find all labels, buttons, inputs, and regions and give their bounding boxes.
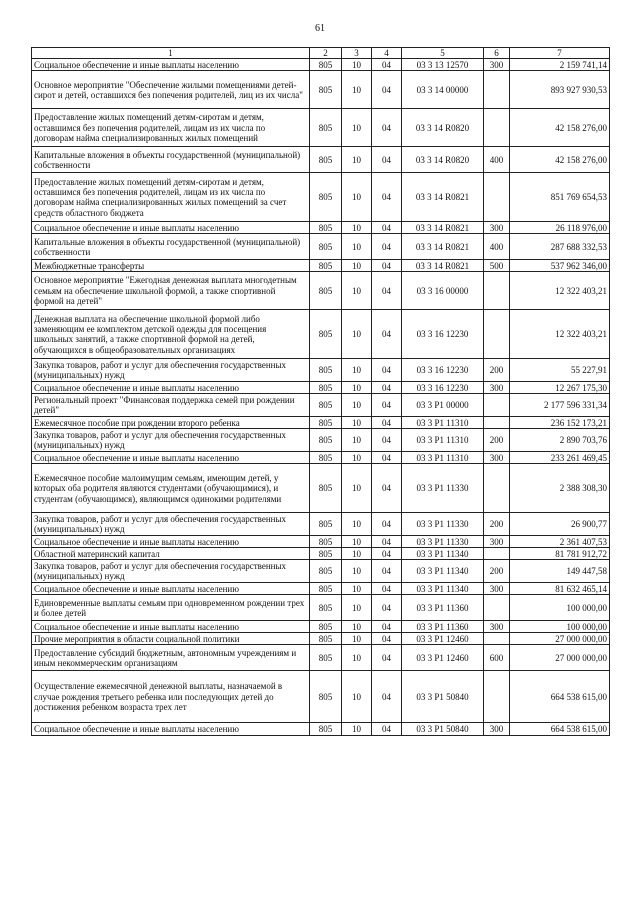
amount-cell: 100 000,00: [510, 621, 610, 633]
code-subsection-cell: 04: [372, 536, 402, 548]
amount-cell: 149 447,58: [510, 560, 610, 583]
code-subsection-cell: 04: [372, 359, 402, 382]
table-row: [32, 147, 610, 173]
table-row: [32, 359, 610, 382]
row-name-cell: Основное мероприятие "Ежегодная денежная выплата многодетным семьям на обеспечение школьной формой, а также спортивной формой на детей": [32, 272, 310, 310]
code-admin-cell: 805: [310, 417, 342, 429]
code-section-cell: 10: [342, 59, 372, 71]
code-section-cell: 10: [342, 109, 372, 147]
code-section-cell: 10: [342, 513, 372, 536]
code-expense-type-cell: 200: [484, 359, 510, 382]
amount-cell: 893 927 930,53: [510, 71, 610, 109]
code-expense-type-cell: 200: [484, 560, 510, 583]
table-row: [32, 310, 610, 359]
row-name-cell: Социальное обеспечение и иные выплаты населению: [32, 536, 310, 548]
column-header: 3: [342, 48, 372, 59]
row-name-cell: Межбюджетные трансферты: [32, 260, 310, 272]
code-admin-cell: 805: [310, 234, 342, 260]
code-section-cell: 10: [342, 394, 372, 417]
row-name-cell: Ежемесячное пособие при рождении второго ребенка: [32, 417, 310, 429]
code-section-cell: 10: [342, 560, 372, 583]
code-expense-type-cell: [484, 548, 510, 560]
code-section-cell: 10: [342, 310, 372, 359]
row-name-cell: Предоставление жилых помещений детям-сиротам и детям, оставшимся без попечения родителей, лицам из их числа по договорам найма специализированных жилых помещений за счет средств областного бюджета: [32, 173, 310, 222]
code-admin-cell: 805: [310, 645, 342, 671]
table-row: [32, 272, 610, 310]
table-row: [32, 513, 610, 536]
amount-cell: 2 361 407,53: [510, 536, 610, 548]
row-name-cell: Закупка товаров, работ и услуг для обеспечения государственных (муниципальных) нужд: [32, 560, 310, 583]
code-subsection-cell: 04: [372, 109, 402, 147]
amount-cell: 233 261 469,45: [510, 452, 610, 464]
code-target-cell: 03 3 P1 11330: [402, 464, 484, 513]
code-admin-cell: 805: [310, 513, 342, 536]
code-expense-type-cell: [484, 310, 510, 359]
code-target-cell: 03 3 P1 11360: [402, 595, 484, 621]
code-expense-type-cell: 300: [484, 222, 510, 234]
table-row: [32, 464, 610, 513]
amount-cell: 664 538 615,00: [510, 723, 610, 736]
code-expense-type-cell: [484, 417, 510, 429]
code-admin-cell: 805: [310, 382, 342, 394]
code-admin-cell: 805: [310, 595, 342, 621]
table-row: [32, 536, 610, 548]
code-admin-cell: 805: [310, 548, 342, 560]
code-subsection-cell: 04: [372, 272, 402, 310]
code-target-cell: 03 3 P1 12460: [402, 645, 484, 671]
code-subsection-cell: 04: [372, 310, 402, 359]
code-admin-cell: 805: [310, 621, 342, 633]
code-admin-cell: 805: [310, 394, 342, 417]
column-header: 6: [484, 48, 510, 59]
code-section-cell: 10: [342, 382, 372, 394]
code-expense-type-cell: 300: [484, 59, 510, 71]
row-name-cell: Осуществление ежемесячной денежной выплаты, назначаемой в случае рождения третьего ребенка или последующих детей до достижения ребенком возраста трех лет: [32, 671, 310, 723]
code-admin-cell: 805: [310, 272, 342, 310]
row-name-cell: Социальное обеспечение и иные выплаты населению: [32, 621, 310, 633]
code-section-cell: 10: [342, 595, 372, 621]
row-name-cell: Социальное обеспечение и иные выплаты населению: [32, 583, 310, 595]
code-admin-cell: 805: [310, 452, 342, 464]
code-target-cell: 03 3 16 00000: [402, 272, 484, 310]
code-expense-type-cell: [484, 595, 510, 621]
code-section-cell: 10: [342, 272, 372, 310]
code-subsection-cell: 04: [372, 671, 402, 723]
code-expense-type-cell: 300: [484, 536, 510, 548]
column-header: 7: [510, 48, 610, 59]
code-admin-cell: 805: [310, 147, 342, 173]
code-subsection-cell: 04: [372, 417, 402, 429]
code-section-cell: 10: [342, 234, 372, 260]
amount-cell: 2 388 308,30: [510, 464, 610, 513]
code-section-cell: 10: [342, 429, 372, 452]
code-target-cell: 03 3 13 12570: [402, 59, 484, 71]
table-row: [32, 621, 610, 633]
code-admin-cell: 805: [310, 536, 342, 548]
row-name-cell: Ежемесячное пособие малоимущим семьям, имеющим детей, у которых оба родителя являются студентами (обучающимися), и студентам (обучающимся), являющимся одинокими родителями: [32, 464, 310, 513]
table-row: [32, 234, 610, 260]
row-name-cell: Единовременные выплаты семьям при одновременном рождении трех и более детей: [32, 595, 310, 621]
row-name-cell: Социальное обеспечение и иные выплаты населению: [32, 382, 310, 394]
code-subsection-cell: 04: [372, 645, 402, 671]
code-expense-type-cell: 300: [484, 723, 510, 736]
code-expense-type-cell: [484, 109, 510, 147]
row-name-cell: Прочие мероприятия в области социальной политики: [32, 633, 310, 645]
amount-cell: 12 267 175,30: [510, 382, 610, 394]
table-row: [32, 417, 610, 429]
code-expense-type-cell: [484, 71, 510, 109]
code-expense-type-cell: 300: [484, 452, 510, 464]
code-target-cell: 03 3 P1 11310: [402, 452, 484, 464]
code-subsection-cell: 04: [372, 513, 402, 536]
code-admin-cell: 805: [310, 59, 342, 71]
code-subsection-cell: 04: [372, 260, 402, 272]
code-section-cell: 10: [342, 548, 372, 560]
code-expense-type-cell: 400: [484, 234, 510, 260]
code-section-cell: 10: [342, 359, 372, 382]
amount-cell: 100 000,00: [510, 595, 610, 621]
row-name-cell: Областной материнский капитал: [32, 548, 310, 560]
code-subsection-cell: 04: [372, 173, 402, 222]
code-section-cell: 10: [342, 147, 372, 173]
code-expense-type-cell: 300: [484, 621, 510, 633]
table-row: [32, 645, 610, 671]
code-target-cell: 03 3 14 R0820: [402, 109, 484, 147]
budget-table: [31, 47, 610, 736]
code-admin-cell: 805: [310, 359, 342, 382]
column-header: 1: [32, 48, 310, 59]
table-row: [32, 222, 610, 234]
code-target-cell: 03 3 14 R0821: [402, 222, 484, 234]
code-subsection-cell: 04: [372, 560, 402, 583]
code-admin-cell: 805: [310, 173, 342, 222]
code-expense-type-cell: [484, 272, 510, 310]
amount-cell: 81 632 465,14: [510, 583, 610, 595]
row-name-cell: Капитальные вложения в объекты государственной (муниципальной) собственности: [32, 234, 310, 260]
code-target-cell: 03 3 P1 12460: [402, 633, 484, 645]
header-row: [32, 48, 610, 59]
code-section-cell: 10: [342, 260, 372, 272]
code-subsection-cell: 04: [372, 595, 402, 621]
amount-cell: 851 769 654,53: [510, 173, 610, 222]
code-target-cell: 03 3 P1 11330: [402, 513, 484, 536]
table-row: [32, 109, 610, 147]
code-admin-cell: 805: [310, 429, 342, 452]
table-row: [32, 671, 610, 723]
table-row: [32, 560, 610, 583]
table-row: [32, 173, 610, 222]
code-target-cell: 03 3 P1 11340: [402, 548, 484, 560]
table-row: [32, 59, 610, 71]
code-section-cell: 10: [342, 173, 372, 222]
code-expense-type-cell: 200: [484, 513, 510, 536]
code-subsection-cell: 04: [372, 429, 402, 452]
code-subsection-cell: 04: [372, 621, 402, 633]
code-target-cell: 03 3 14 R0821: [402, 260, 484, 272]
code-target-cell: 03 3 P1 50840: [402, 671, 484, 723]
code-admin-cell: 805: [310, 723, 342, 736]
code-target-cell: 03 3 P1 11330: [402, 536, 484, 548]
table-row: [32, 723, 610, 736]
code-expense-type-cell: [484, 394, 510, 417]
code-admin-cell: 805: [310, 560, 342, 583]
amount-cell: 12 322 403,21: [510, 310, 610, 359]
code-section-cell: 10: [342, 536, 372, 548]
code-subsection-cell: 04: [372, 147, 402, 173]
code-expense-type-cell: 500: [484, 260, 510, 272]
code-subsection-cell: 04: [372, 59, 402, 71]
amount-cell: 27 000 000,00: [510, 645, 610, 671]
amount-cell: 2 890 703,76: [510, 429, 610, 452]
code-target-cell: 03 3 14 R0820: [402, 147, 484, 173]
code-target-cell: 03 3 P1 11340: [402, 560, 484, 583]
amount-cell: 42 158 276,00: [510, 147, 610, 173]
code-target-cell: 03 3 P1 00000: [402, 394, 484, 417]
code-subsection-cell: 04: [372, 71, 402, 109]
code-target-cell: 03 3 16 12230: [402, 359, 484, 382]
code-admin-cell: 805: [310, 260, 342, 272]
code-admin-cell: 805: [310, 109, 342, 147]
amount-cell: 537 962 346,00: [510, 260, 610, 272]
row-name-cell: Закупка товаров, работ и услуг для обеспечения государственных (муниципальных) нужд: [32, 359, 310, 382]
table-row: [32, 583, 610, 595]
amount-cell: 2 177 596 331,34: [510, 394, 610, 417]
code-target-cell: 03 3 P1 50840: [402, 723, 484, 736]
amount-cell: 81 781 912,72: [510, 548, 610, 560]
code-section-cell: 10: [342, 671, 372, 723]
code-expense-type-cell: [484, 464, 510, 513]
amount-cell: 42 158 276,00: [510, 109, 610, 147]
code-section-cell: 10: [342, 417, 372, 429]
amount-cell: 664 538 615,00: [510, 671, 610, 723]
table-row: [32, 260, 610, 272]
code-admin-cell: 805: [310, 310, 342, 359]
code-subsection-cell: 04: [372, 222, 402, 234]
code-subsection-cell: 04: [372, 723, 402, 736]
code-admin-cell: 805: [310, 671, 342, 723]
row-name-cell: Капитальные вложения в объекты государственной (муниципальной) собственности: [32, 147, 310, 173]
amount-cell: 12 322 403,21: [510, 272, 610, 310]
code-section-cell: 10: [342, 222, 372, 234]
column-header: 5: [402, 48, 484, 59]
code-expense-type-cell: 600: [484, 645, 510, 671]
code-subsection-cell: 04: [372, 394, 402, 417]
code-expense-type-cell: [484, 173, 510, 222]
code-admin-cell: 805: [310, 583, 342, 595]
amount-cell: 55 227,91: [510, 359, 610, 382]
table-row: [32, 394, 610, 417]
row-name-cell: Региональный проект "Финансовая поддержка семей при рождении детей": [32, 394, 310, 417]
row-name-cell: Предоставление жилых помещений детям-сиротам и детям, оставшимся без попечения родителей, лицам из их числа по договорам найма специализированных жилых помещений: [32, 109, 310, 147]
code-section-cell: 10: [342, 464, 372, 513]
code-subsection-cell: 04: [372, 234, 402, 260]
code-subsection-cell: 04: [372, 548, 402, 560]
code-expense-type-cell: [484, 671, 510, 723]
column-header: 2: [310, 48, 342, 59]
code-expense-type-cell: 200: [484, 429, 510, 452]
code-target-cell: 03 3 P1 11310: [402, 429, 484, 452]
amount-cell: 2 159 741,14: [510, 59, 610, 71]
code-expense-type-cell: 300: [484, 382, 510, 394]
row-name-cell: Социальное обеспечение и иные выплаты населению: [32, 452, 310, 464]
row-name-cell: Социальное обеспечение и иные выплаты населению: [32, 222, 310, 234]
code-subsection-cell: 04: [372, 633, 402, 645]
column-header: 4: [372, 48, 402, 59]
code-subsection-cell: 04: [372, 464, 402, 513]
code-expense-type-cell: 300: [484, 583, 510, 595]
code-target-cell: 03 3 P1 11340: [402, 583, 484, 595]
code-target-cell: 03 3 16 12230: [402, 310, 484, 359]
code-admin-cell: 805: [310, 633, 342, 645]
row-name-cell: Социальное обеспечение и иные выплаты населению: [32, 723, 310, 736]
row-name-cell: Закупка товаров, работ и услуг для обеспечения государственных (муниципальных) нужд: [32, 513, 310, 536]
table-row: [32, 429, 610, 452]
code-target-cell: 03 3 14 R0821: [402, 173, 484, 222]
code-admin-cell: 805: [310, 222, 342, 234]
amount-cell: 287 688 332,53: [510, 234, 610, 260]
amount-cell: 27 000 000,00: [510, 633, 610, 645]
code-section-cell: 10: [342, 723, 372, 736]
table-row: [32, 548, 610, 560]
code-target-cell: 03 3 P1 11360: [402, 621, 484, 633]
code-target-cell: 03 3 14 00000: [402, 71, 484, 109]
table-row: [32, 452, 610, 464]
code-section-cell: 10: [342, 452, 372, 464]
code-subsection-cell: 04: [372, 452, 402, 464]
code-section-cell: 10: [342, 621, 372, 633]
code-target-cell: 03 3 P1 11310: [402, 417, 484, 429]
table-row: [32, 633, 610, 645]
table-row: [32, 595, 610, 621]
row-name-cell: Основное мероприятие "Обеспечение жилыми помещениями детей-сирот и детей, оставшихся без попечения родителей, лиц из их числа": [32, 71, 310, 109]
code-expense-type-cell: [484, 633, 510, 645]
row-name-cell: Предоставление субсидий бюджетным, автономным учреждениям и иным некоммерческим организациям: [32, 645, 310, 671]
code-target-cell: 03 3 16 12230: [402, 382, 484, 394]
amount-cell: 26 118 976,00: [510, 222, 610, 234]
code-expense-type-cell: 400: [484, 147, 510, 173]
code-admin-cell: 805: [310, 71, 342, 109]
amount-cell: 26 900,77: [510, 513, 610, 536]
row-name-cell: Денежная выплата на обеспечение школьной формой либо заменяющим ее комплектом детской одежды для посещения школьных занятий, а также спортивной формой на детей, обучающихся в общеобразовательных организациях: [32, 310, 310, 359]
code-target-cell: 03 3 14 R0821: [402, 234, 484, 260]
row-name-cell: Социальное обеспечение и иные выплаты населению: [32, 59, 310, 71]
code-section-cell: 10: [342, 645, 372, 671]
page-number: 61: [315, 23, 325, 34]
code-subsection-cell: 04: [372, 382, 402, 394]
code-section-cell: 10: [342, 583, 372, 595]
code-admin-cell: 805: [310, 464, 342, 513]
row-name-cell: Закупка товаров, работ и услуг для обеспечения государственных (муниципальных) нужд: [32, 429, 310, 452]
table-row: [32, 71, 610, 109]
table-row: [32, 382, 610, 394]
code-section-cell: 10: [342, 633, 372, 645]
amount-cell: 236 152 173,21: [510, 417, 610, 429]
code-subsection-cell: 04: [372, 583, 402, 595]
code-section-cell: 10: [342, 71, 372, 109]
